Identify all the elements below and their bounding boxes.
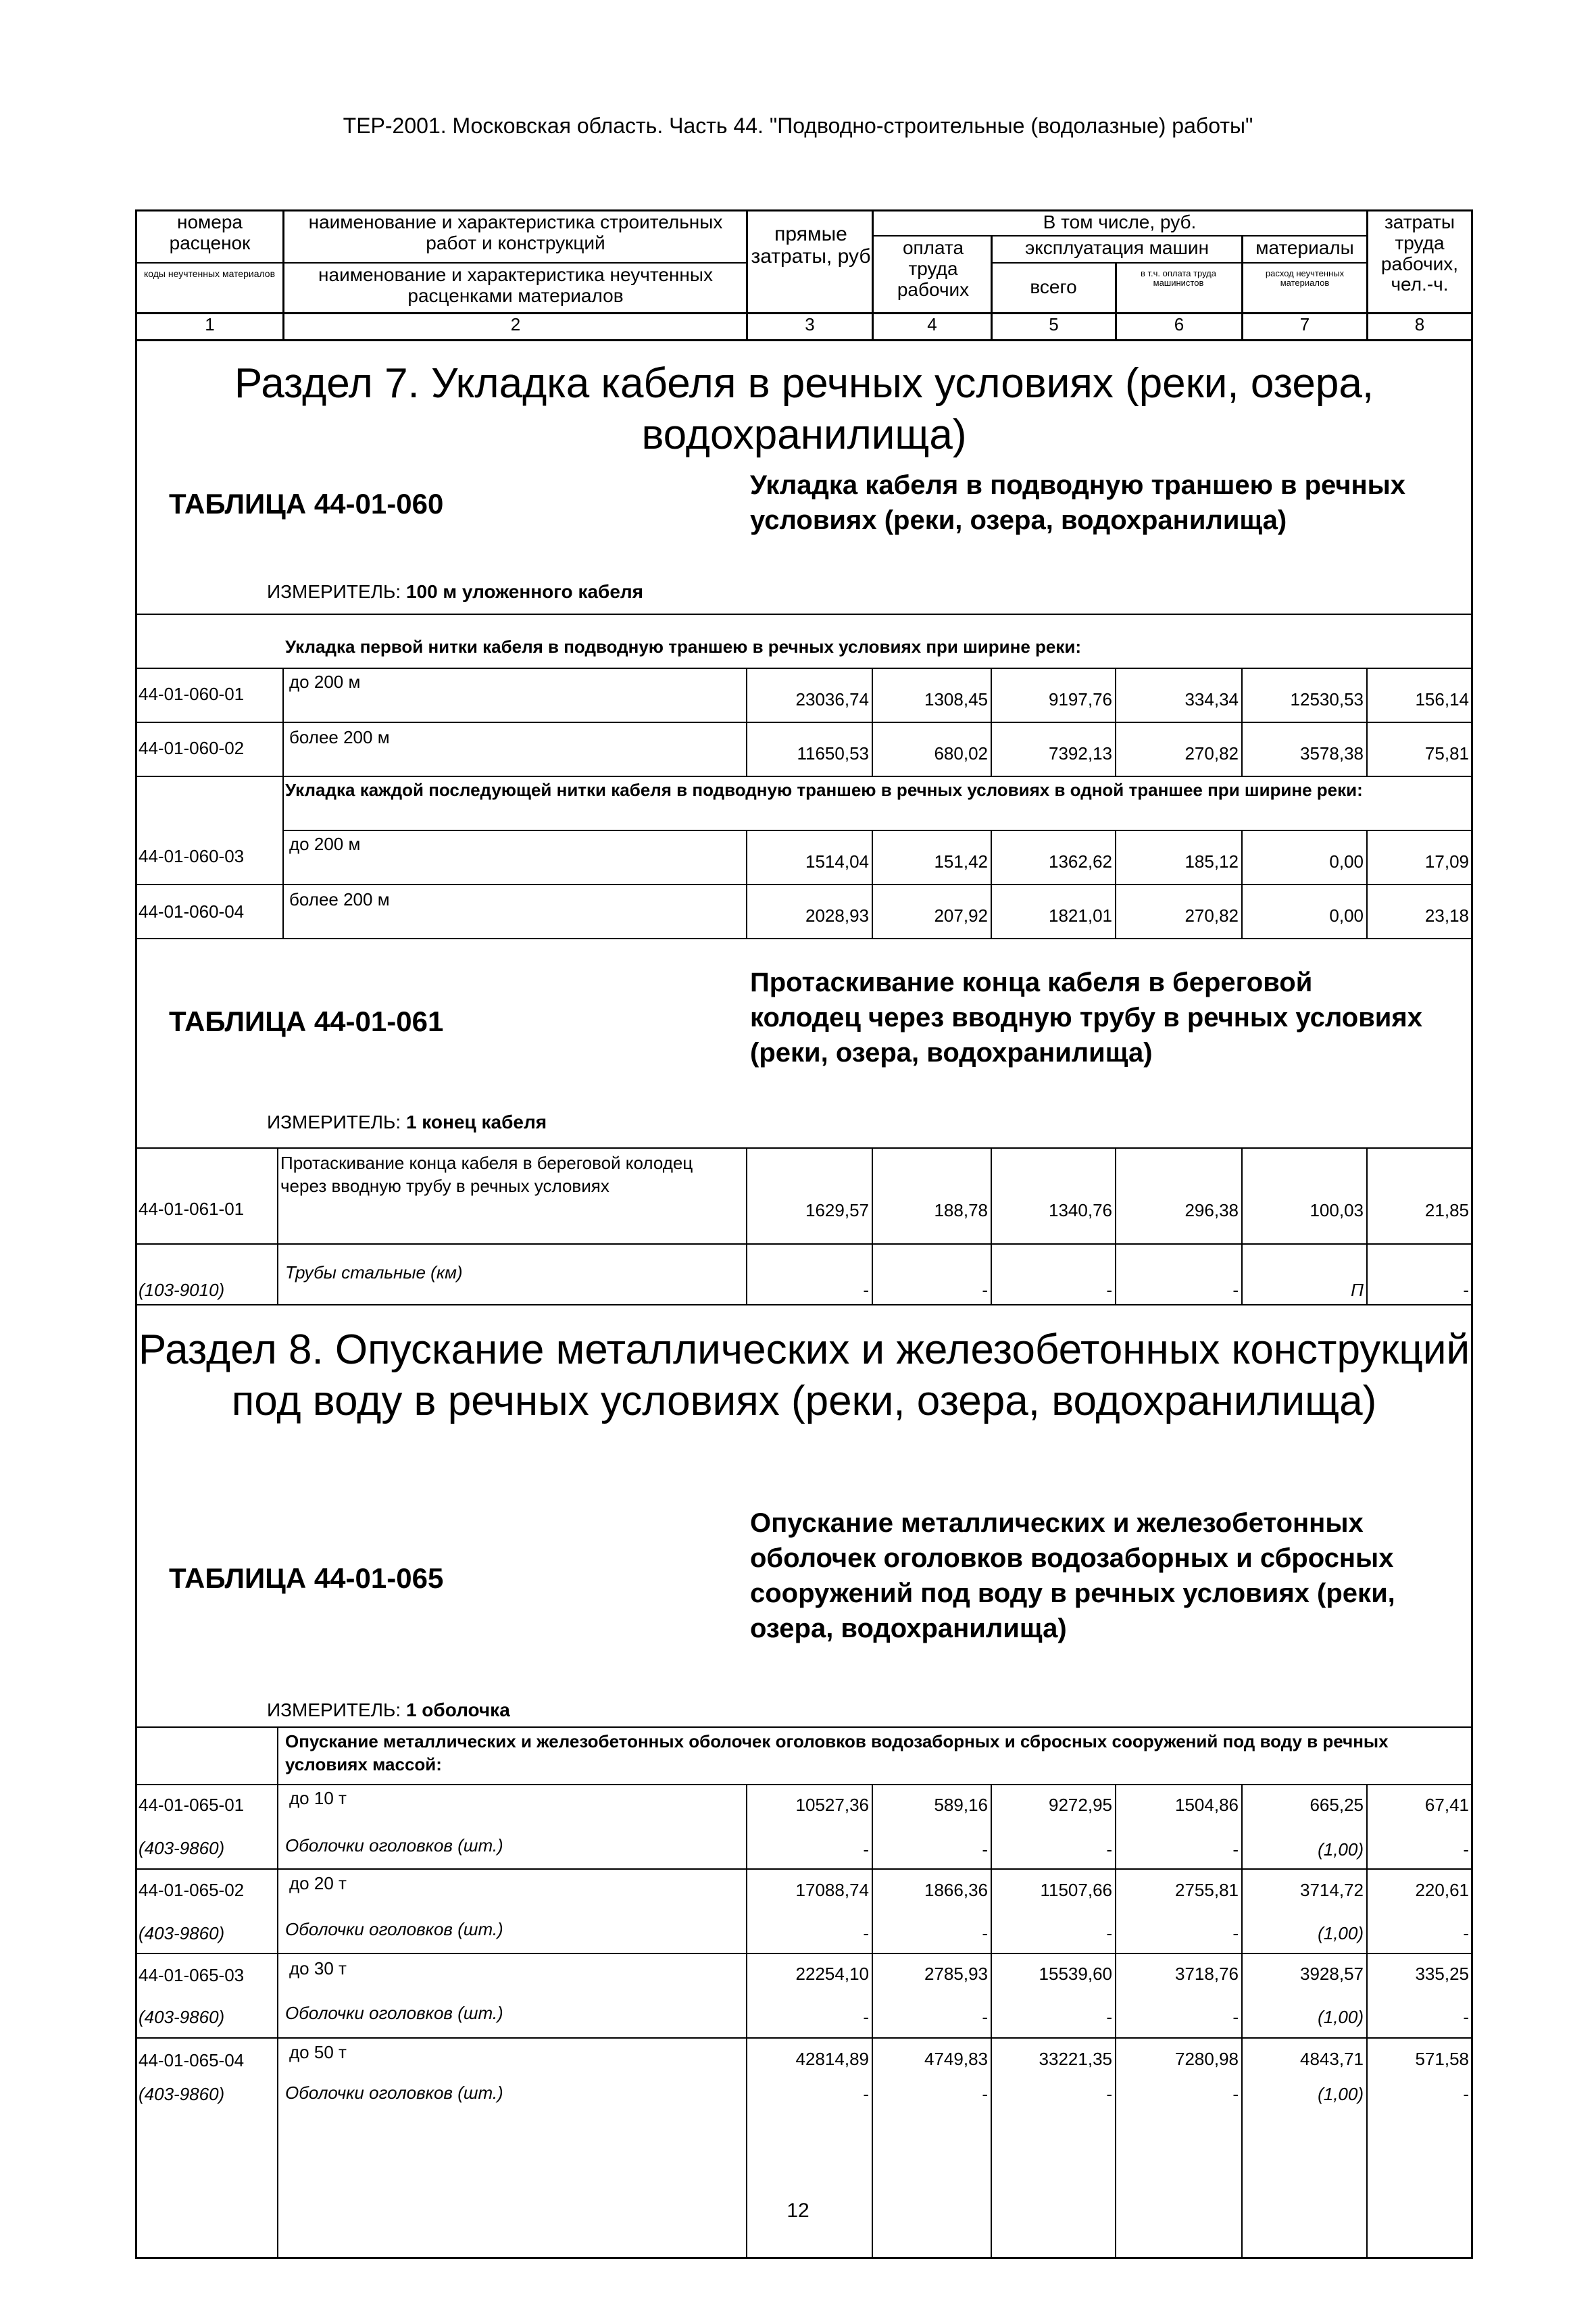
material-machines-total: - <box>1106 2007 1112 2027</box>
material-code: (403-9860) <box>139 2007 225 2027</box>
material-quantity: (1,00) <box>1318 2007 1364 2027</box>
material-labor-hours: - <box>1463 1839 1469 1860</box>
row-code: 44-01-065-02 <box>139 1880 245 1900</box>
row-machinist-pay: 1504,86 <box>1175 1795 1239 1815</box>
material-machinist-pay: - <box>1232 1923 1239 1943</box>
row-name: до 50 т <box>289 2042 347 2062</box>
row-materials: 0,00 <box>1329 851 1364 872</box>
row-labor-hours: 75,81 <box>1424 743 1469 764</box>
row-materials: 3928,57 <box>1300 1964 1364 1984</box>
row-machines-total: 1340,76 <box>1049 1200 1112 1220</box>
material-labor-pay: - <box>982 2084 988 2104</box>
row-machinist-pay: 296,38 <box>1184 1200 1239 1220</box>
row-name: до 200 м <box>289 672 361 692</box>
material-labor-pay: - <box>982 1839 988 1860</box>
section-8-title: Раздел 8. Опускание металлических и железобетонных конструкций под воду в речных условиях (реки, озера, водохранилища) <box>138 1326 1470 1424</box>
row-name: до 200 м <box>289 834 361 854</box>
meter-label: ИЗМЕРИТЕЛЬ: <box>267 581 401 602</box>
row-name: Протаскивание конца кабеля в береговой колодец через вводную трубу в речных условиях <box>280 1153 693 1196</box>
material-code: (103-9010) <box>139 1280 225 1300</box>
col-num-6: 6 <box>1174 314 1184 334</box>
material-name: Оболочки оголовков (шт.) <box>285 1835 503 1856</box>
row-machines-total: - <box>1106 1280 1112 1300</box>
row-labor-pay: - <box>982 1280 988 1300</box>
meter-value: 1 конец кабеля <box>405 1112 547 1132</box>
material-direct-cost: - <box>863 1839 869 1860</box>
row-machines-total: 9272,95 <box>1049 1795 1112 1815</box>
row-code: 44-01-065-03 <box>139 1965 245 1985</box>
material-machines-total: - <box>1106 1923 1112 1943</box>
col1-header-top: номера расценок <box>169 211 251 253</box>
col-num-7: 7 <box>1299 314 1310 334</box>
material-labor-pay: - <box>982 2007 988 2027</box>
material-direct-cost: - <box>863 2007 869 2027</box>
row-name: до 30 т <box>289 1958 347 1978</box>
row-labor-pay: 680,02 <box>934 743 988 764</box>
table-44-01-065-description: Опускание металлических и железобетонных оболочек оголовков водозаборных и сбросных сооружений под воду в речных условиях (реки, озера, водохранилища) <box>750 1508 1395 1643</box>
row-labor-hours: 571,58 <box>1415 2049 1469 2069</box>
row-labor-hours: 67,41 <box>1424 1795 1469 1815</box>
table-060-subheading-1: Укладка первой нитки кабеля в подводную траншею в речных условиях при ширине реки: <box>285 637 1082 657</box>
row-labor-pay: 2785,93 <box>924 1964 988 1984</box>
material-direct-cost: - <box>863 2084 869 2104</box>
col3-header: прямые затраты, руб <box>751 223 871 268</box>
machines-header: эксплуатация машин <box>1024 237 1210 258</box>
table-060-meter <box>267 581 643 603</box>
row-machines-total: 1821,01 <box>1049 905 1112 926</box>
row-direct-cost: 1514,04 <box>805 851 869 872</box>
col-num-5: 5 <box>1049 314 1059 334</box>
col6-header: в т.ч. оплата труда машинистов <box>1140 268 1216 289</box>
row-machines-total: 1362,62 <box>1049 851 1112 872</box>
row-machinist-pay: 185,12 <box>1184 851 1239 872</box>
material-labor-hours: - <box>1463 2084 1469 2104</box>
row-labor-hours: 21,85 <box>1424 1200 1469 1220</box>
table-44-01-065-label: ТАБЛИЦА 44-01-065 <box>169 1562 444 1594</box>
meter-label: ИЗМЕРИТЕЛЬ: <box>267 1699 401 1720</box>
row-direct-cost: 22254,10 <box>795 1964 869 1984</box>
row-labor-hours: 156,14 <box>1415 689 1469 710</box>
row-code: 44-01-060-04 <box>139 901 245 922</box>
material-labor-hours: - <box>1463 2007 1469 2027</box>
material-machinist-pay: - <box>1232 2084 1239 2104</box>
table-44-01-060-description: Укладка кабеля в подводную траншею в речных условиях (реки, озера, водохранилища) <box>750 470 1406 535</box>
table-060-subheading-2: Укладка каждой последующей нитки кабеля в подводную траншею в речных условиях в одной траншее при ширине реки: <box>285 780 1363 800</box>
row-direct-cost: 10527,36 <box>795 1795 869 1815</box>
row-labor-pay: 188,78 <box>934 1200 988 1220</box>
row-labor-hours: 23,18 <box>1424 905 1469 926</box>
col8-header: затраты труда рабочих, чел.-ч. <box>1380 211 1459 295</box>
row-direct-cost: 2028,93 <box>805 905 869 926</box>
row-machines-total: 9197,76 <box>1049 689 1112 710</box>
row-code: 44-01-060-01 <box>139 684 245 704</box>
meter-label: ИЗМЕРИТЕЛЬ: <box>267 1112 401 1132</box>
row-name: до 10 т <box>289 1788 347 1808</box>
material-direct-cost: - <box>863 1923 869 1943</box>
row-labor-hours: 220,61 <box>1415 1880 1469 1900</box>
row-labor-hours: - <box>1463 1280 1469 1300</box>
material-quantity: (1,00) <box>1318 1839 1364 1860</box>
col-num-8: 8 <box>1414 314 1425 334</box>
material-name: Трубы стальные (км) <box>285 1262 463 1283</box>
row-labor-pay: 1866,36 <box>924 1880 988 1900</box>
material-labor-hours: - <box>1463 1923 1469 1943</box>
material-machines-total: - <box>1106 1839 1112 1860</box>
meter-value: 100 м уложенного кабеля <box>405 581 644 602</box>
group-header: В том числе, руб. <box>1043 211 1197 232</box>
row-materials: 0,00 <box>1329 905 1364 926</box>
material-quantity: (1,00) <box>1318 2084 1364 2104</box>
col7-header: расход неучтенных материалов <box>1265 268 1345 289</box>
material-code: (403-9860) <box>139 2084 225 2104</box>
row-code: 44-01-061-01 <box>139 1199 245 1219</box>
table-065-subheading: Опускание металлических и железобетонных оболочек оголовков водозаборных и сбросных сооружений под воду в речных условиях массой: <box>285 1731 1389 1774</box>
materials-header: материалы <box>1255 237 1354 258</box>
page-header: ТЕР-2001. Московская область. Часть 44. "Подводно-строительные (водолазные) работы" <box>343 114 1253 138</box>
row-code: 44-01-065-01 <box>139 1795 245 1815</box>
row-direct-cost: 23036,74 <box>795 689 869 710</box>
row-machinist-pay: 3718,76 <box>1175 1964 1239 1984</box>
row-name: более 200 м <box>289 727 390 747</box>
row-materials: 3578,38 <box>1300 743 1364 764</box>
material-machines-total: - <box>1106 2084 1112 2104</box>
row-machinist-pay: - <box>1232 1280 1239 1300</box>
row-direct-cost: - <box>863 1280 869 1300</box>
row-labor-hours: 17,09 <box>1424 851 1469 872</box>
row-labor-hours: 335,25 <box>1415 1964 1469 1984</box>
row-materials: П <box>1351 1280 1364 1300</box>
material-quantity: (1,00) <box>1318 1923 1364 1943</box>
row-code: 44-01-060-02 <box>139 738 245 758</box>
table-44-01-061-description: Протаскивание конца кабеля в береговой колодец через вводную трубу в речных условиях (реки, озера, водохранилища) <box>750 968 1422 1068</box>
row-machinist-pay: 270,82 <box>1184 905 1239 926</box>
material-name: Оболочки оголовков (шт.) <box>285 2003 503 2023</box>
row-machinist-pay: 7280,98 <box>1175 2049 1239 2069</box>
row-labor-pay: 4749,83 <box>924 2049 988 2069</box>
col2-header-bottom: наименование и характеристика неучтенных расценками материалов <box>318 264 713 306</box>
material-machinist-pay: - <box>1232 2007 1239 2027</box>
section-7-title: Раздел 7. Укладка кабеля в речных условиях (реки, озера, водохранилища) <box>234 360 1374 458</box>
row-name: более 200 м <box>289 889 390 910</box>
col-num-4: 4 <box>927 314 937 334</box>
row-labor-pay: 1308,45 <box>924 689 988 710</box>
row-code: 44-01-065-04 <box>139 2050 245 2070</box>
row-direct-cost: 42814,89 <box>795 2049 869 2069</box>
row-machines-total: 11507,66 <box>1040 1880 1112 1900</box>
table-061-meter <box>267 1112 547 1133</box>
page-number: 12 <box>787 2199 809 2222</box>
material-machinist-pay: - <box>1232 1839 1239 1860</box>
material-code: (403-9860) <box>139 1838 225 1858</box>
col2-header-top: наименование и характеристика строительных работ и конструкций <box>308 211 723 253</box>
material-labor-pay: - <box>982 1923 988 1943</box>
row-machines-total: 7392,13 <box>1049 743 1112 764</box>
row-materials: 12530,53 <box>1290 689 1364 710</box>
col-num-3: 3 <box>805 314 815 334</box>
row-direct-cost: 17088,74 <box>795 1880 869 1900</box>
col4-header: оплата труда рабочих <box>897 237 970 300</box>
row-direct-cost: 1629,57 <box>805 1200 869 1220</box>
row-labor-pay: 151,42 <box>934 851 988 872</box>
col5-header: всего <box>1030 276 1077 297</box>
col-num-1: 1 <box>205 314 215 334</box>
table-44-01-061-label: ТАБЛИЦА 44-01-061 <box>169 1005 444 1037</box>
material-code: (403-9860) <box>139 1923 225 1943</box>
row-machinist-pay: 2755,81 <box>1175 1880 1239 1900</box>
row-materials: 665,25 <box>1310 1795 1364 1815</box>
row-machinist-pay: 334,34 <box>1184 689 1239 710</box>
row-direct-cost: 11650,53 <box>797 743 869 764</box>
material-name: Оболочки оголовков (шт.) <box>285 1919 503 1939</box>
row-name: до 20 т <box>289 1873 347 1893</box>
material-name: Оболочки оголовков (шт.) <box>285 2083 503 2103</box>
table-065-meter <box>267 1699 510 1721</box>
row-machines-total: 15539,60 <box>1039 1964 1112 1984</box>
row-materials: 4843,71 <box>1300 2049 1364 2069</box>
row-labor-pay: 207,92 <box>934 905 988 926</box>
table-44-01-060-label: ТАБЛИЦА 44-01-060 <box>169 488 444 520</box>
row-materials: 3714,72 <box>1300 1880 1364 1900</box>
col1-header-bottom: коды неучтенных материалов <box>143 268 276 279</box>
meter-value: 1 оболочка <box>405 1699 510 1720</box>
row-code: 44-01-060-03 <box>139 846 245 866</box>
row-machines-total: 33221,35 <box>1039 2049 1112 2069</box>
row-labor-pay: 589,16 <box>934 1795 988 1815</box>
row-machinist-pay: 270,82 <box>1184 743 1239 764</box>
row-materials: 100,03 <box>1310 1200 1364 1220</box>
col-num-2: 2 <box>510 314 521 334</box>
